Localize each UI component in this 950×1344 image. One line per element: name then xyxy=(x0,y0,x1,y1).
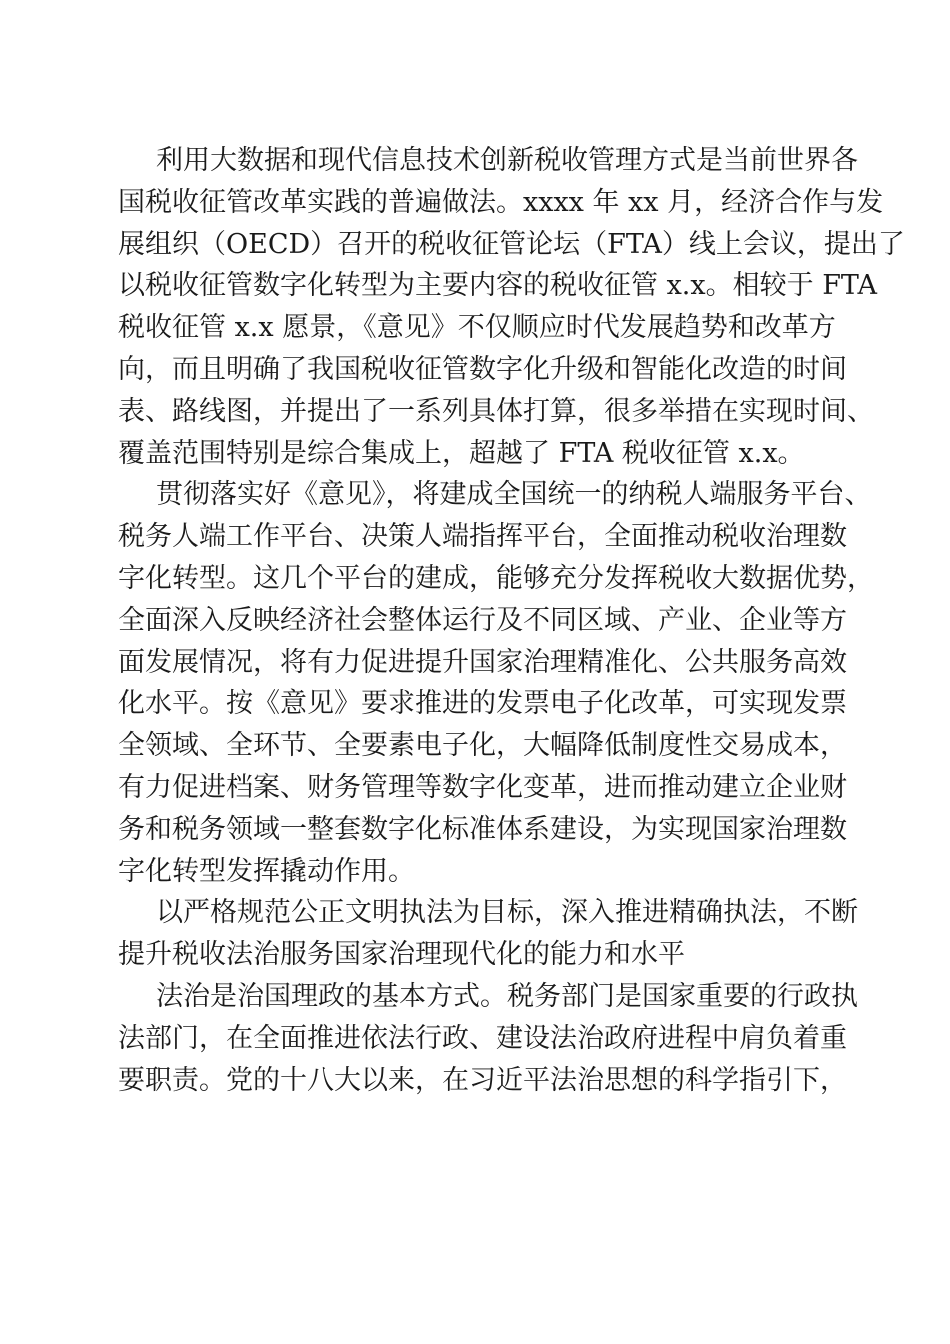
paragraph-line: 面发展情况，将有力促进提升国家治理精准化、公共服务高效 xyxy=(118,646,847,678)
paragraph-line: 有力促进档案、财务管理等数字化变革，进而推动建立企业财 xyxy=(118,771,847,803)
paragraph-line: 向，而且明确了我国税收征管数字化升级和智能化改造的时间 xyxy=(118,353,847,385)
paragraph-line: 全面深入反映经济社会整体运行及不同区域、产业、企业等方 xyxy=(118,604,847,636)
document-body xyxy=(118,140,905,1101)
paragraph-line: 全领域、全环节、全要素电子化，大幅降低制度性交易成本， xyxy=(118,730,847,762)
paragraph-line: 税收征管 x.x 愿景，《意见》不仅顺应时代发展趋势和改革方 xyxy=(118,312,836,344)
paragraph-line: 法部门，在全面推进依法行政、建设法治政府进程中肩负着重 xyxy=(118,1022,847,1054)
heading-line: 提升税收法治服务国家治理现代化的能力和水平 xyxy=(118,939,685,971)
paragraph-2 xyxy=(118,474,874,892)
paragraph-3 xyxy=(118,976,858,1101)
paragraph-line: 展组织（OECD）召开的税收征管论坛（FTA）线上会议，提出了 xyxy=(118,228,905,260)
paragraph-line: 务和税务领域一整套数字化标准体系建设，为实现国家治理数 xyxy=(118,813,847,845)
paragraph-line: 化水平。按《意见》要求推进的发票电子化改革，可实现发票 xyxy=(118,688,847,720)
paragraph-line: 以税收征管数字化转型为主要内容的税收征管 x.x。相较于 FTA xyxy=(118,270,877,302)
section-heading xyxy=(118,892,858,976)
paragraph-line: 覆盖范围特别是综合集成上，超越了 FTA 税收征管 x.x。 xyxy=(118,437,805,469)
paragraph-line: 税务人端工作平台、决策人端指挥平台，全面推动税收治理数 xyxy=(118,521,847,553)
heading-line: 以严格规范公正文明执法为目标，深入推进精确执法，不断 xyxy=(156,897,858,929)
paragraph-line: 法治是治国理政的基本方式。税务部门是国家重要的行政执 xyxy=(156,980,858,1012)
paragraph-line: 要职责。党的十八大以来，在习近平法治思想的科学指引下， xyxy=(118,1064,847,1096)
paragraph-line: 表、路线图，并提出了一系列具体打算，很多举措在实现时间、 xyxy=(118,395,874,427)
paragraph-line: 字化转型。这几个平台的建成，能够充分发挥税收大数据优势， xyxy=(118,562,874,594)
paragraph-line: 国税收征管改革实践的普遍做法。xxxx 年 xx 月，经济合作与发 xyxy=(118,186,884,218)
paragraph-line: 字化转型发挥撬动作用。 xyxy=(118,855,415,887)
paragraph-line: 贯彻落实好《意见》，将建成全国统一的纳税人端服务平台、 xyxy=(156,479,872,511)
paragraph-1 xyxy=(118,140,905,474)
paragraph-line: 利用大数据和现代信息技术创新税收管理方式是当前世界各 xyxy=(156,145,858,176)
